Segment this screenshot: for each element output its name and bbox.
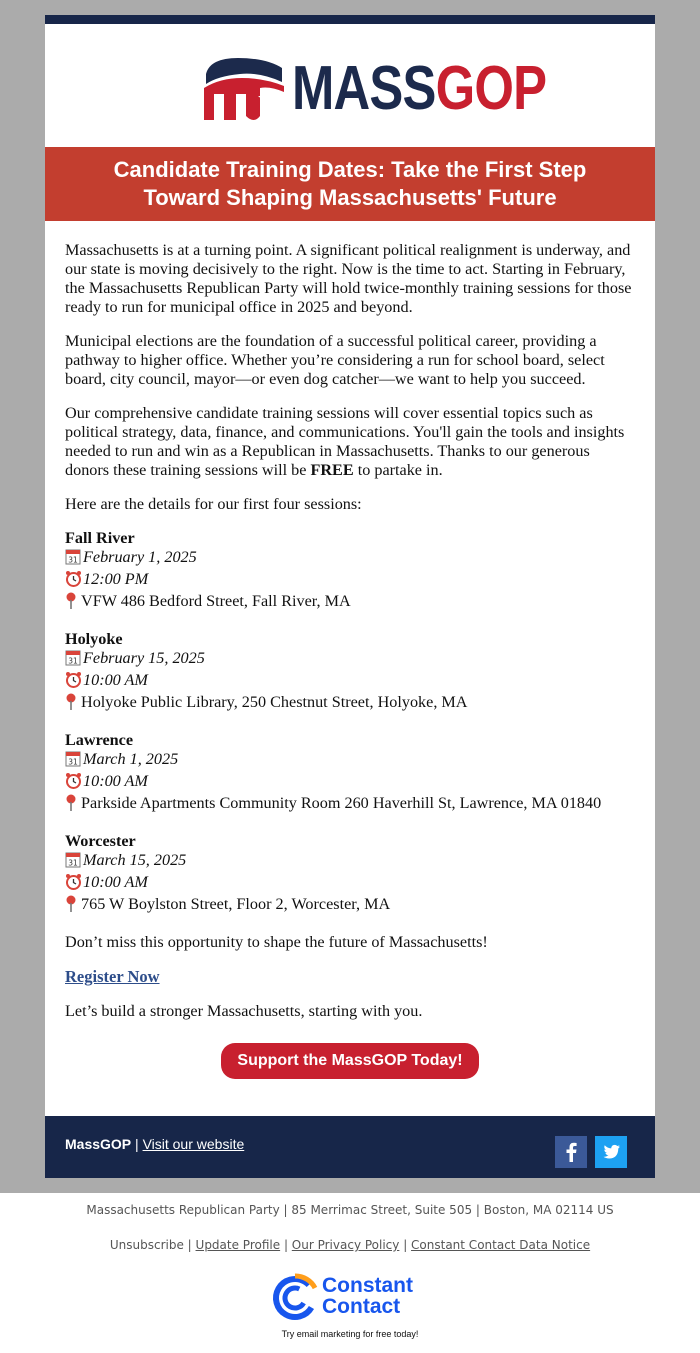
elephant-logo-icon[interactable]	[200, 54, 292, 124]
alarm-clock-icon	[65, 671, 83, 693]
session-location-row	[65, 794, 635, 817]
intro-paragraph: Massachusetts is at a turning point. A significant political realignment is underway, and our state is moving decisively to the right. Now is the time to act. Starting in February, the Massachusetts Republican Party will hold twice-monthly training sessions for those ready to run for municipal office in 2025 and beyond.	[65, 241, 632, 316]
training-text: Our comprehensive candidate training sessions will cover essential topics such as political strategy, data, finance, and communications. You'll gain the tools and insights needed to run and win as a Republican in Massachusetts. Thanks to our generous donors these training sessions will be	[65, 404, 625, 479]
session-time: 10:00 AM	[83, 873, 148, 891]
session-city: Lawrence	[65, 731, 134, 749]
headline-banner	[45, 147, 655, 221]
session-date-row	[65, 750, 635, 772]
data-notice-link[interactable]: Constant Contact Data Notice	[411, 1238, 591, 1252]
svg-text:31: 31	[68, 555, 78, 565]
municipal-paragraph: Municipal elections are the foundation of a successful political career, providing a pathway to higher office. Whether you’re considering a run for school board, select board, city council, mayor—or even dog catcher—we want to help you succeed.	[65, 332, 605, 388]
cc-line-2: Contact	[322, 1295, 401, 1318]
top-accent-bar	[45, 15, 655, 24]
session-time-row	[65, 873, 635, 895]
footer-separator: |	[131, 1136, 143, 1152]
footer-band	[45, 1116, 655, 1178]
svg-text:31: 31	[68, 757, 78, 767]
session-date: March 1, 2025	[83, 750, 179, 768]
session-time: 12:00 PM	[83, 570, 149, 588]
session-date-row	[65, 649, 635, 671]
register-paragraph	[65, 967, 635, 987]
session-date: February 1, 2025	[83, 548, 197, 566]
session-date: March 15, 2025	[83, 851, 187, 869]
session-location: VFW 486 Bedford Street, Fall River, MA	[81, 592, 351, 610]
sender-footer	[0, 1193, 700, 1353]
logo-area	[45, 24, 655, 147]
alarm-clock-icon	[65, 570, 83, 592]
visit-website-link[interactable]: Visit our website	[142, 1136, 245, 1152]
session-city: Holyoke	[65, 630, 123, 648]
page-title: Candidate Training Dates: Take the First Step Toward Shaping Massachusetts' Future	[113, 157, 587, 210]
constant-contact-wordmark	[322, 1275, 413, 1317]
session-location-row	[65, 895, 635, 918]
wordmark-gop: GOP	[435, 54, 547, 123]
footer-legal-links: Unsubscribe | Update Profile | Our Privacy Policy | Constant Contact Data Notice	[109, 1238, 591, 1252]
session-location-row	[65, 592, 635, 615]
session-block	[65, 529, 635, 615]
register-now-link[interactable]: Register Now	[65, 967, 160, 986]
session-block	[65, 832, 635, 918]
session-date-row	[65, 851, 635, 873]
training-paragraph	[65, 404, 635, 480]
session-block	[65, 630, 635, 716]
session-city: Worcester	[65, 832, 136, 850]
sessions-intro: Here are the details for our first four sessions:	[65, 495, 362, 513]
twitter-icon[interactable]	[595, 1136, 627, 1168]
session-date-row	[65, 548, 635, 570]
session-location: Holyoke Public Library, 250 Chestnut Street, Holyoke, MA	[81, 693, 468, 711]
session-date: February 15, 2025	[83, 649, 205, 667]
final-paragraph: Let’s build a stronger Massachusetts, starting with you.	[65, 1002, 423, 1020]
session-city: Fall River	[65, 529, 135, 547]
svg-text:31: 31	[68, 656, 78, 666]
footer-links	[65, 1136, 244, 1152]
closing-paragraph: Don’t miss this opportunity to shape the future of Massachusetts!	[65, 933, 488, 951]
alarm-clock-icon	[65, 772, 83, 794]
brand-wordmark	[292, 54, 546, 124]
update-profile-link[interactable]: Update Profile	[195, 1238, 281, 1252]
map-pin-icon	[65, 693, 81, 716]
calendar-icon	[65, 649, 83, 671]
footer-brand: MassGOP	[65, 1136, 132, 1152]
session-location: 765 W Boylston Street, Floor 2, Worcester, MA	[81, 895, 391, 913]
calendar-icon	[65, 548, 83, 570]
cc-tagline[interactable]: Try email marketing for free today!	[281, 1329, 419, 1339]
sender-address: Massachusetts Republican Party | 85 Merrimac Street, Suite 505 | Boston, MA 02114 US	[86, 1203, 614, 1217]
twitter-bird-icon	[595, 1136, 627, 1168]
alarm-clock-icon	[65, 873, 83, 895]
session-location-row	[65, 693, 635, 716]
session-time-row	[65, 671, 635, 693]
svg-text:31: 31	[68, 858, 78, 868]
wordmark-mass: MASS	[292, 54, 436, 123]
map-pin-icon	[65, 794, 81, 817]
map-pin-icon	[65, 592, 81, 615]
map-pin-icon	[65, 895, 81, 918]
facebook-glyph-icon	[555, 1136, 587, 1168]
facebook-icon[interactable]	[555, 1136, 587, 1168]
session-time: 10:00 AM	[83, 772, 148, 790]
privacy-policy-link[interactable]: Our Privacy Policy	[291, 1238, 400, 1252]
sessions-list	[65, 529, 635, 918]
session-time-row	[65, 772, 635, 794]
unsubscribe-link[interactable]: Unsubscribe	[109, 1238, 184, 1252]
session-location: Parkside Apartments Community Room 260 Haverhill St, Lawrence, MA 01840	[81, 794, 602, 812]
support-button[interactable]: Support the MassGOP Today!	[221, 1043, 478, 1079]
email-card	[45, 15, 655, 1178]
training-text-end: to partake in.	[353, 461, 443, 479]
cta-wrapper	[65, 1043, 635, 1079]
calendar-icon	[65, 851, 83, 873]
session-time: 10:00 AM	[83, 671, 148, 689]
calendar-icon	[65, 750, 83, 772]
cc-line-1: Constant	[322, 1274, 413, 1297]
session-time-row	[65, 570, 635, 592]
session-block	[65, 731, 635, 817]
email-body	[45, 221, 655, 1079]
free-emphasis: FREE	[310, 461, 354, 479]
